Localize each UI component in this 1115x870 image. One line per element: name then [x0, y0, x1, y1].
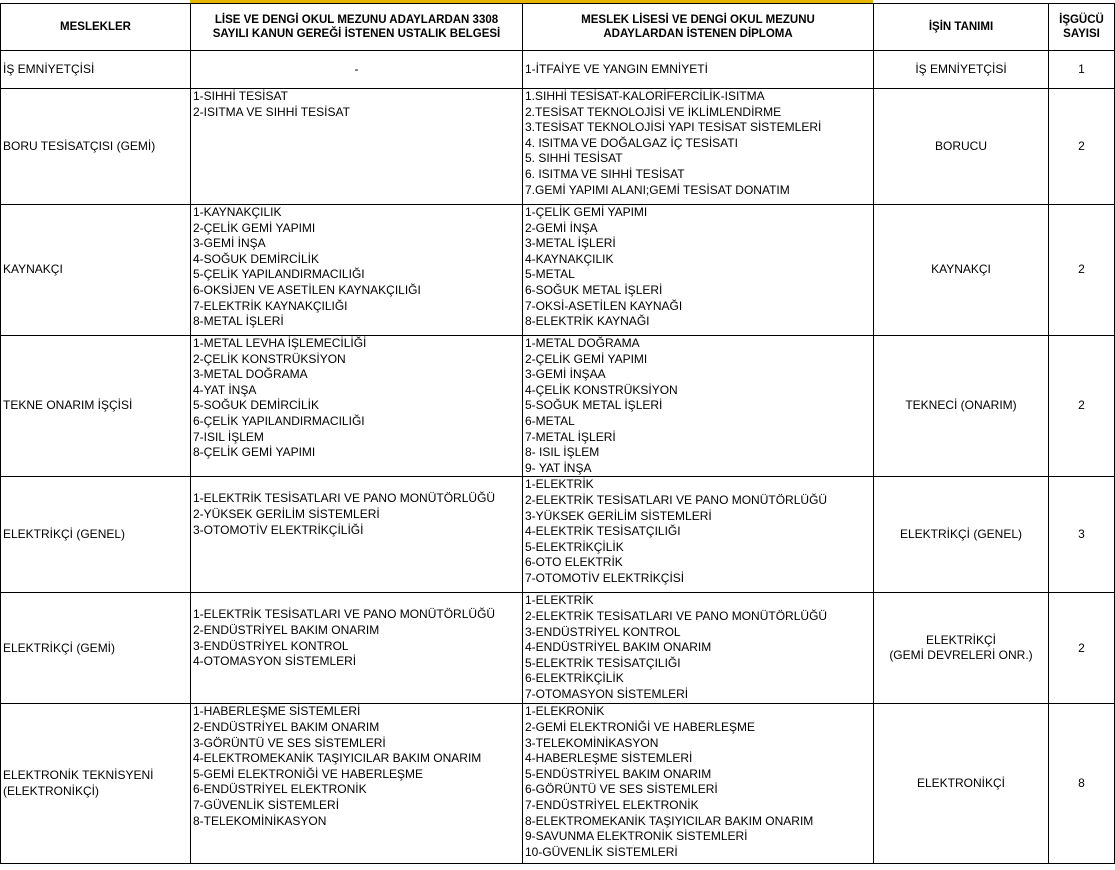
- cell-isgucu-sayisi: [1049, 336, 1115, 477]
- cell-diploma-line: 4. ISITMA VE DOĞALGAZ İÇ TESİSATI: [525, 135, 738, 150]
- cell-ustalik-belgesi: [191, 336, 523, 477]
- cell-ustalik-belgesi-line: 5-ÇELİK YAPILANDIRMACILIĞI: [193, 267, 365, 282]
- cell-ustalik-belgesi: [191, 51, 523, 89]
- cell-diploma: [523, 336, 874, 477]
- cell-diploma-line: 3-YÜKSEK GERİLİM SİSTEMLERİ: [525, 508, 712, 523]
- cell-diploma-line: 2-ELEKTRİK TESİSATLARI VE PANO MONÜTÖRLÜĞÜ: [525, 608, 828, 623]
- cell-diploma-line: 10-GÜVENLİK SİSTEMLERİ: [525, 844, 678, 859]
- cell-diploma-line: 7-OTOMOTİV ELEKTRİKÇİSİ: [525, 570, 685, 585]
- cell-isgucu-sayisi: [1049, 593, 1115, 704]
- cell-ustalik-belgesi-line: 2-ENDÜSTRİYEL BAKIM ONARIM: [193, 622, 380, 637]
- cell-diploma-line: 3-METAL İŞLERİ: [525, 236, 616, 251]
- cell-isgucu-sayisi-line: 2: [1078, 398, 1085, 413]
- cell-ustalik-belgesi-line: 1-ELEKTRİK TESİSATLARI VE PANO MONÜTÖRLÜĞÜ: [193, 607, 496, 622]
- cell-isin-tanimi: [874, 704, 1049, 864]
- cell-isin-tanimi-line: ELEKTRONİKÇİ: [916, 776, 1006, 791]
- cell-ustalik-belgesi-line: 4-YAT İNŞA: [193, 382, 257, 397]
- cell-diploma-line: 6-ELEKTRİKÇİLİK: [525, 671, 624, 686]
- cell-isgucu-sayisi-line: 1: [1078, 61, 1085, 76]
- cell-ustalik-belgesi-line: 2-YÜKSEK GERİLİM SİSTEMLERİ: [193, 506, 380, 521]
- cell-isin-tanimi-line: KAYNAKÇI: [931, 262, 991, 277]
- cell-ustalik-belgesi-line: 7-ISIL İŞLEM: [193, 429, 264, 444]
- cell-isgucu-sayisi-line: 2: [1078, 640, 1085, 655]
- cell-ustalik-belgesi: [191, 593, 523, 704]
- cell-isin-tanimi: [874, 477, 1049, 593]
- cell-diploma-line: 5-ENDÜSTRİYEL BAKIM ONARIM: [525, 766, 712, 781]
- cell-meslek-line: ELEKTRİKÇİ (GENEL): [3, 527, 126, 542]
- table-row: [1, 593, 1115, 704]
- cell-diploma-line: 2-GEMİ İNŞA: [525, 220, 598, 235]
- cell-isin-tanimi: [874, 51, 1049, 89]
- cell-diploma-line: 6-GÖRÜNTÜ VE SES SİSTEMLERİ: [525, 782, 718, 797]
- header-isgucu-sayisi: [1049, 4, 1115, 51]
- cell-meslek: [1, 477, 191, 593]
- cell-isgucu-sayisi: [1049, 51, 1115, 89]
- header-isin-tanimi: İŞİN TANIMI: [874, 4, 1049, 51]
- cell-diploma-line: 7-METAL İŞLERİ: [525, 429, 616, 444]
- cell-meslek: [1, 336, 191, 477]
- cell-diploma-line: 5-ELEKTRİK TESİSATÇILIĞI: [525, 655, 681, 670]
- cell-ustalik-belgesi-line: -: [354, 61, 359, 76]
- cell-diploma-line: 3-GEMİ İNŞAA: [525, 367, 606, 382]
- header-diploma-line2: ADAYLARDAN İSTENEN DİPLOMA: [603, 28, 793, 40]
- cell-isgucu-sayisi: [1049, 477, 1115, 593]
- cell-diploma-line: 1-ELEKTRİK: [525, 593, 594, 608]
- cell-ustalik-belgesi-line: 2-ÇELİK KONSTRÜKSİYON: [193, 351, 346, 366]
- cell-ustalik-belgesi-line: 6-ÇELİK YAPILANDIRMACILIĞI: [193, 413, 365, 428]
- cell-ustalik-belgesi-line: 1-ELEKTRİK TESİSATLARI VE PANO MONÜTÖRLÜĞÜ: [193, 491, 496, 506]
- cell-isin-tanimi-line: ELEKTRİKÇİ: [925, 632, 997, 647]
- occupation-table: [0, 3, 1115, 864]
- cell-diploma-line: 4-KAYNAKÇILIK: [525, 251, 614, 266]
- cell-ustalik-belgesi-line: 2-ÇELİK GEMİ YAPIMI: [193, 220, 316, 235]
- cell-ustalik-belgesi-line: 1-SIHHİ TESİSAT: [193, 89, 288, 103]
- cell-isgucu-sayisi: [1049, 89, 1115, 205]
- cell-ustalik-belgesi: [191, 89, 523, 205]
- cell-ustalik-belgesi-line: 8-METAL İŞLERİ: [193, 314, 284, 329]
- cell-ustalik-belgesi-line: 3-GEMİ İNŞA: [193, 236, 266, 251]
- cell-diploma-line: 4-ENDÜSTRİYEL BAKIM ONARIM: [525, 640, 712, 655]
- cell-diploma-line: 6-METAL: [525, 413, 575, 428]
- cell-diploma-line: 8- ISIL İŞLEM: [525, 445, 600, 460]
- cell-isgucu-sayisi-line: 8: [1078, 776, 1085, 791]
- cell-meslek-line: ELEKTRİKÇİ (GEMİ): [3, 640, 116, 655]
- cell-ustalik-belgesi-line: 6-OKSİJEN VE ASETİLEN KAYNAKÇILIĞI: [193, 282, 421, 297]
- cell-diploma-line: 5. SIHHİ TESİSAT: [525, 151, 623, 166]
- cell-ustalik-belgesi-line: 6-ENDÜSTRİYEL ELEKTRONİK: [193, 782, 367, 797]
- cell-isin-tanimi-line: (GEMİ DEVRELERİ ONR.): [889, 648, 1033, 663]
- cell-ustalik-belgesi-line: 7-GÜVENLİK SİSTEMLERİ: [193, 797, 340, 812]
- cell-diploma-line: 7-ENDÜSTRİYEL ELEKTRONİK: [525, 797, 699, 812]
- cell-meslek: [1, 593, 191, 704]
- cell-ustalik-belgesi-line: 7-ELEKTRİK KAYNAKÇILIĞI: [193, 298, 348, 313]
- table-row: [1, 704, 1115, 864]
- cell-ustalik-belgesi-line: 8-ÇELİK GEMİ YAPIMI: [193, 445, 316, 460]
- cell-meslek: [1, 205, 191, 336]
- cell-ustalik-belgesi: [191, 205, 523, 336]
- cell-ustalik-belgesi-line: 3-ENDÜSTRİYEL KONTROL: [193, 638, 349, 653]
- cell-isin-tanimi: [874, 205, 1049, 336]
- table-body: [1, 51, 1115, 864]
- cell-ustalik-belgesi-line: 1-HABERLEŞME SİSTEMLERİ: [193, 704, 361, 719]
- cell-meslek-line: ELEKTRONİK TEKNİSYENİ: [3, 768, 154, 783]
- cell-diploma-line: 4-HABERLEŞME SİSTEMLERİ: [525, 751, 693, 766]
- cell-diploma-line: 7-OTOMASYON SİSTEMLERİ: [525, 686, 689, 701]
- cell-diploma-line: 2-ÇELİK GEMİ YAPIMI: [525, 351, 648, 366]
- cell-ustalik-belgesi: [191, 704, 523, 864]
- cell-ustalik-belgesi-line: 1-METAL LEVHA İŞLEMECİLİĞİ: [193, 336, 367, 350]
- cell-diploma-line: 5-METAL: [525, 267, 575, 282]
- header-ustalik-line2: SAYILI KANUN GEREĞİ İSTENEN USTALIK BELGESİ: [212, 28, 501, 40]
- cell-isin-tanimi: [874, 89, 1049, 205]
- table-row: [1, 336, 1115, 477]
- cell-diploma-line: 1-ELEKRONİK: [525, 704, 605, 719]
- cell-diploma-line: 5-ELEKTRİKÇİLİK: [525, 539, 624, 554]
- cell-diploma-line: 8-ELEKTRİK KAYNAĞI: [525, 314, 650, 329]
- cell-ustalik-belgesi: [191, 477, 523, 593]
- header-isgucu-line2: SAYISI: [1063, 28, 1100, 40]
- cell-meslek: [1, 51, 191, 89]
- cell-diploma-line: 9-SAVUNMA ELEKTRONİK SİSTEMLERİ: [525, 829, 748, 844]
- cell-isgucu-sayisi-line: 3: [1078, 527, 1085, 542]
- cell-diploma-line: 7-OKSİ-ASETİLEN KAYNAĞI: [525, 298, 683, 313]
- cell-isin-tanimi: [874, 336, 1049, 477]
- cell-ustalik-belgesi-line: 4-SOĞUK DEMİRCİLİK: [193, 251, 320, 266]
- table-row: [1, 477, 1115, 593]
- cell-diploma: [523, 704, 874, 864]
- cell-isgucu-sayisi-line: 2: [1078, 138, 1085, 153]
- cell-diploma-line: 6-SOĞUK METAL İŞLERİ: [525, 282, 663, 297]
- header-diploma: [523, 4, 874, 51]
- cell-meslek-line: TEKNE ONARIM İŞÇİSİ: [3, 398, 133, 413]
- cell-diploma: [523, 593, 874, 704]
- cell-isin-tanimi-line: İŞ EMNİYETÇİSİ: [915, 61, 1007, 76]
- cell-ustalik-belgesi-line: 3-METAL DOĞRAMA: [193, 367, 308, 382]
- cell-ustalik-belgesi-line: 5-SOĞUK DEMİRCİLİK: [193, 398, 320, 413]
- cell-diploma: [523, 205, 874, 336]
- cell-diploma-line: 2-GEMİ ELEKTRONİĞİ VE HABERLEŞME: [525, 719, 756, 734]
- cell-diploma-line: 1-ÇELİK GEMİ YAPIMI: [525, 205, 648, 219]
- cell-meslek-line: BORU TESİSATÇISI (GEMİ): [3, 138, 156, 153]
- cell-diploma-line: 5-SOĞUK METAL İŞLERİ: [525, 398, 663, 413]
- header-ustalik-line1: LİSE VE DENGİ OKUL MEZUNU ADAYLARDAN 3308: [214, 14, 499, 26]
- cell-isgucu-sayisi: [1049, 205, 1115, 336]
- cell-diploma: [523, 89, 874, 205]
- cell-ustalik-belgesi-line: 2-ENDÜSTRİYEL BAKIM ONARIM: [193, 719, 380, 734]
- cell-meslek-line: İŞ EMNİYETÇİSİ: [3, 61, 95, 76]
- header-ustalik-belgesi: [191, 4, 523, 51]
- cell-ustalik-belgesi-line: 3-OTOMOTİV ELEKTRİKÇİLİĞİ: [193, 522, 364, 537]
- header-isgucu-line1: İŞGÜCÜ: [1059, 14, 1104, 26]
- cell-ustalik-belgesi-line: 4-OTOMASYON SİSTEMLERİ: [193, 654, 357, 669]
- cell-diploma-line: 6. ISITMA VE SIHHİ TESİSAT: [525, 166, 685, 181]
- cell-diploma-line: 1.SIHHİ TESİSAT-KALORİFERCİLİK-ISITMA: [525, 89, 765, 103]
- header-meslekler: MESLEKLER: [1, 4, 191, 51]
- cell-isin-tanimi-line: TEKNECİ (ONARIM): [905, 398, 1017, 413]
- cell-diploma-line: 1-İTFAİYE VE YANGIN EMNİYETİ: [525, 61, 708, 76]
- cell-ustalik-belgesi-line: 1-KAYNAKÇILIK: [193, 205, 282, 219]
- cell-ustalik-belgesi-line: 3-GÖRÜNTÜ VE SES SİSTEMLERİ: [193, 735, 386, 750]
- cell-isin-tanimi: [874, 593, 1049, 704]
- table-header-row: [1, 4, 1115, 51]
- cell-ustalik-belgesi-line: 2-ISITMA VE SIHHİ TESİSAT: [193, 104, 350, 119]
- table-row: [1, 89, 1115, 205]
- cell-diploma-line: 3-ENDÜSTRİYEL KONTROL: [525, 624, 681, 639]
- cell-diploma-line: 3.TESİSAT TEKNOLOJİSİ YAPI TESİSAT SİSTEMLERİ: [525, 120, 822, 135]
- cell-diploma-line: 3-TELEKOMİNİKASYON: [525, 735, 659, 750]
- cell-meslek: [1, 89, 191, 205]
- header-diploma-line1: MESLEK LİSESİ VE DENGİ OKUL MEZUNU: [581, 14, 815, 26]
- cell-diploma-line: 4-ELEKTRİK TESİSATÇILIĞI: [525, 524, 681, 539]
- table-row: [1, 205, 1115, 336]
- cell-ustalik-belgesi-line: 5-GEMİ ELEKTRONİĞİ VE HABERLEŞME: [193, 766, 424, 781]
- cell-diploma-line: 4-ÇELİK KONSTRÜKSİYON: [525, 382, 678, 397]
- cell-diploma-line: 2-ELEKTRİK TESİSATLARI VE PANO MONÜTÖRLÜĞÜ: [525, 492, 828, 507]
- table-row: [1, 51, 1115, 89]
- cell-isgucu-sayisi-line: 2: [1078, 262, 1085, 277]
- cell-meslek: [1, 704, 191, 864]
- cell-diploma: [523, 477, 874, 593]
- cell-meslek-line: KAYNAKÇI: [3, 262, 63, 277]
- cell-diploma-line: 1-ELEKTRİK: [525, 477, 594, 492]
- cell-isin-tanimi-line: BORUCU: [934, 138, 987, 153]
- cell-ustalik-belgesi-line: 8-TELEKOMİNİKASYON: [193, 813, 327, 828]
- cell-diploma: [523, 51, 874, 89]
- cell-diploma-line: 1-METAL DOĞRAMA: [525, 336, 640, 350]
- cell-meslek-line: (ELEKTRONİKÇİ): [3, 783, 100, 798]
- cell-diploma-line: 6-OTO ELEKTRİK: [525, 555, 623, 570]
- cell-isgucu-sayisi: [1049, 704, 1115, 864]
- cell-diploma-line: 2.TESİSAT TEKNOLOJİSİ VE İKLİMLENDİRME: [525, 104, 782, 119]
- cell-diploma-line: 8-ELEKTROMEKANİK TAŞIYICILAR BAKIM ONARIM: [525, 813, 814, 828]
- cell-isin-tanimi-line: ELEKTRİKÇİ (GENEL): [899, 527, 1023, 542]
- cell-diploma-line: 7.GEMİ YAPIMI ALANI;GEMİ TESİSAT DONATIM: [525, 182, 790, 197]
- cell-diploma-line: 9- YAT İNŞA: [525, 460, 592, 475]
- cell-ustalik-belgesi-line: 4-ELEKTROMEKANİK TAŞIYICILAR BAKIM ONARIM: [193, 751, 482, 766]
